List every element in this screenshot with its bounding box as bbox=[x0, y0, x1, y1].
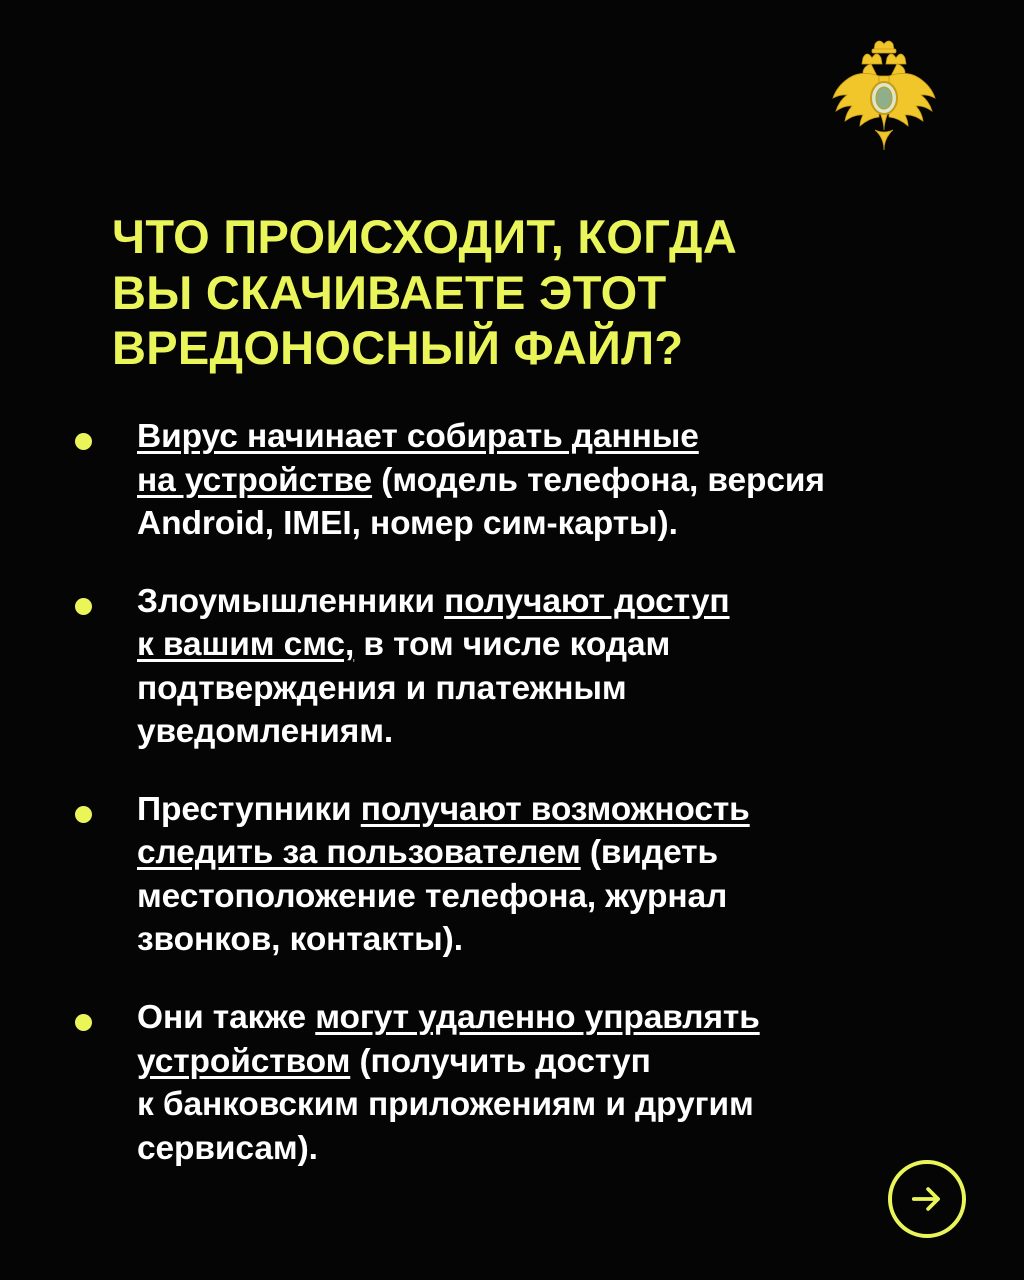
plain-text: местоположение телефона, журнал bbox=[137, 877, 728, 915]
list-item bbox=[75, 415, 965, 546]
plain-text: (получить доступ bbox=[350, 1042, 651, 1080]
list-item-line bbox=[137, 918, 750, 962]
emphasis-text: устройством bbox=[137, 1042, 351, 1080]
list-item-line bbox=[137, 996, 760, 1040]
list-item-line bbox=[137, 831, 750, 875]
plain-text: (видеть bbox=[580, 834, 718, 872]
plain-text: (модель телефона, версия bbox=[372, 461, 825, 499]
emphasis-text: на устройстве bbox=[137, 461, 373, 499]
list-item-line bbox=[137, 788, 750, 832]
list-item-line bbox=[137, 459, 825, 503]
page-title-line: ВЫ СКАЧИВАЕТЕ ЭТОТ bbox=[112, 265, 667, 319]
emphasis-text: к вашим смс, bbox=[137, 626, 355, 664]
emphasis-text: получают доступ bbox=[444, 582, 730, 620]
bullet-dot-icon bbox=[75, 598, 92, 615]
plain-text: Преступники bbox=[137, 790, 361, 828]
plain-text: сервисам). bbox=[137, 1129, 318, 1167]
plain-text: в том числе кодам bbox=[354, 626, 671, 664]
list-item-text bbox=[137, 788, 750, 962]
emphasis-text: получают возможность bbox=[360, 790, 750, 828]
list-item bbox=[75, 996, 965, 1170]
list-item-line bbox=[137, 667, 730, 711]
plain-text: уведомлениям. bbox=[137, 713, 394, 751]
plain-text: звонков, контакты). bbox=[137, 921, 463, 959]
plain-text: Android, IMEI, номер сим-карты). bbox=[137, 505, 678, 543]
emphasis-text: Вирус начинает собирать данные bbox=[137, 418, 699, 455]
list-item-line bbox=[137, 1127, 760, 1171]
emphasis-text: следить за пользователем bbox=[137, 834, 581, 872]
page-title-line: ЧТО ПРОИСХОДИТ, КОГДА bbox=[112, 210, 738, 264]
list-item-line bbox=[137, 580, 730, 624]
plain-text: Они также bbox=[137, 999, 316, 1037]
emphasis-text: могут удаленно управлять bbox=[315, 999, 760, 1037]
page-title-line: ВРЕДОНОСНЫЙ ФАЙЛ? bbox=[112, 321, 684, 375]
arrow-right-icon bbox=[905, 1177, 949, 1221]
list-item bbox=[75, 788, 965, 962]
next-slide-button[interactable] bbox=[888, 1160, 966, 1238]
list-item-text bbox=[137, 415, 825, 546]
list-item-line bbox=[137, 415, 825, 459]
list-item-text bbox=[137, 580, 730, 754]
bullet-dot-icon bbox=[75, 806, 92, 823]
bullet-dot-icon bbox=[75, 433, 92, 450]
list-item-line bbox=[137, 1083, 760, 1127]
double-headed-eagle-emblem bbox=[819, 38, 949, 158]
plain-text: к банковским приложениям и другим bbox=[137, 1086, 754, 1124]
list-item-text bbox=[137, 996, 760, 1170]
bullet-list bbox=[75, 415, 965, 1204]
page-title bbox=[112, 209, 942, 375]
bullet-dot-icon bbox=[75, 1014, 92, 1031]
list-item bbox=[75, 580, 965, 754]
list-item-line bbox=[137, 1040, 760, 1084]
list-item-line bbox=[137, 875, 750, 919]
plain-text: подтверждения и платежным bbox=[137, 669, 627, 707]
list-item-line bbox=[137, 502, 825, 546]
list-item-line bbox=[137, 623, 730, 667]
plain-text: Злоумышленники bbox=[137, 582, 445, 620]
list-item-line bbox=[137, 710, 730, 754]
